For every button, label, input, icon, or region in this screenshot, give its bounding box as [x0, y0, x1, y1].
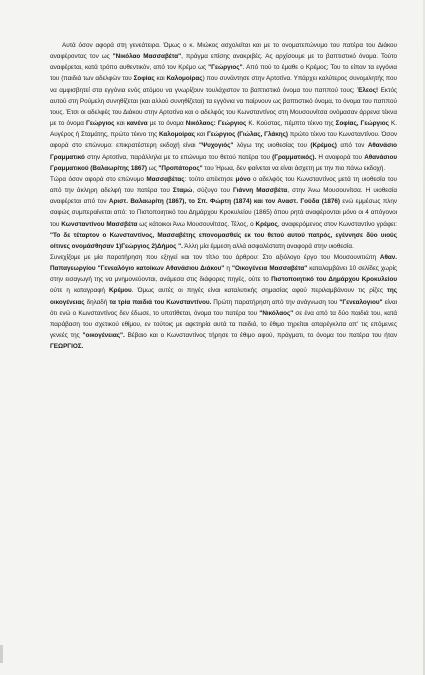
text-run: του Ήρωα, δεν φαίνεται να είναι άσχετη με την πιο πάνω εκδοχή. — [202, 164, 386, 172]
bold-run: Πιστοποιητικό του Δημάρχου Κροκυλείου — [271, 276, 397, 284]
text-run: . Όμως αυτές οι πηγές είναι καταλυτικής σημασίας αφού περιλαμβάνουν τις ρίζες — [131, 287, 388, 295]
text-run: και — [195, 131, 207, 139]
paragraph-3 — [50, 252, 397, 352]
bold-run: Σταμώ — [172, 187, 193, 195]
text-run: ) που συνάντησε στην Αρτοτίνα. Υπάρχει καλύτερος συνομιλητής που να αμφισβητεί στα εγγόνια ενός ατόμου να γνωρίζουν τουλάχιστον το βαπτιστικό όνομα του παππού τους; — [50, 75, 397, 94]
text-run: ως — [146, 164, 159, 172]
text-run: στην Αρτοτίνα, παράλληλα με το επώνυμο του θετού πατέρα του — [84, 153, 273, 161]
bold-run: Σοφίας — [133, 75, 155, 83]
text-run: σε ένα από τα δύο παιδιά του, κατά παράβαση του σχετικού εθίμου, εν τούτοις με αφετηρία αυτά τα παιδιά, το έθιμο τηρείται απαρέγκλιτα απ' τις επόμενες γενεές της — [50, 309, 397, 340]
text-run: , πράγμα επίσης ανακριβές. Ας αρχίσουμε με το βαπτιστικό όνομα. Τούτο αναφέρεται, κατά τρόπο αυθεντικόν, από τον Κρέμο ως — [50, 53, 397, 72]
text-run: ο αδελφός του Κωνσταντίνος μετά τη υιοθεσία του από την άκληρη αδελφή του πατέρα του — [50, 175, 397, 195]
text-run: η — [224, 265, 232, 273]
bold-run: της οικογένειας — [50, 287, 397, 306]
text-run: Τώρα όσον αφορά στο επώνυμο — [50, 175, 147, 183]
bold-run: "Γενεαλογιου" — [339, 298, 383, 306]
text-run: Η αναφορά του — [316, 153, 365, 161]
text-run: ενώ εμμέσως πλην σαφώς συμπεραίνεται από: το Πιστοποιητικό του Δημάρχου Κροκυλείου (1865) όπου ρητά αναφέρονται μόνο οι 4 απόγονοι του — [50, 198, 397, 228]
text-run: Κ. Αυγέρος ή Σταμάτης, πρώτο τέκνο της — [50, 120, 397, 139]
bold-run: "οικογένειας". — [82, 332, 125, 340]
text-run: πρώτο τέκνο του Κωνσταντίνου. Όσον αφορά στο επώνυμο: επικρατέστερη εκδοχή είναι — [50, 131, 397, 150]
bold-run: Αθανάσιο Γραμματικό — [50, 142, 397, 161]
bold-run: "Το δε τέταρτον ο Κωνσταντίνος, Μασσαβέτης επονομασθείς εκ του θετού αυτού πατρός, εγέννησε δύο υιούς οίτινες ονομάσθησαν 1)Γεώργιος 2)Δήμος ". — [50, 231, 397, 250]
bold-run: Γιάννη Μασσβέτα — [233, 187, 288, 195]
bold-run: Σοφίας, Γεώργιος — [335, 120, 389, 128]
text-run: λόγω της υιοθεσίας του — [233, 142, 311, 150]
text-run: Εκτός αυτού στη Ρούμελη συνηθίζεται (και αλλού συνηθίζεται) τα εγγόνια να παίρνουν ως βαπτιστικό όνομα, το όνομα του παππού τους. Έτσι οι αδελφές του Διάκου στην Αρτοτίνα και ο αδελφός του Κωνσταντίνος στη Μουσουνίτσα ονόμασαν άρρενα τέκνα με το όνομα — [50, 86, 397, 128]
bold-run: "Νικόλαο Μασσαβέτα" — [112, 53, 182, 61]
bold-run: Κρέμος — [255, 220, 278, 228]
bold-run: "Γεώργιος" — [208, 64, 243, 72]
bold-run: ΓΕΩΡΓΙΟΣ. — [50, 343, 84, 351]
bold-run: (Γραμματικός). — [272, 153, 317, 161]
text-run: Βέβαιο και ο Κωνσταντίνος τήρησε το έθιμο αφού, πράγματι, το όνομα του πατέρα του ήταν — [124, 332, 397, 340]
bold-run: Έλεος! — [357, 86, 379, 94]
bold-run: Αθανάσιου Γραμματικού (Βαλαωρίτης 1867) — [50, 153, 398, 172]
article-body — [50, 40, 397, 352]
bold-run: Καλομοίρας — [158, 131, 196, 139]
scan-margin-mark — [0, 645, 3, 663]
bold-run: "Νικόλαος" — [259, 309, 294, 317]
text-run: , αναφερόμενος στον Κωνσταντίνο γράφει: — [277, 220, 397, 228]
bold-run: "Ψυχογιός" — [199, 142, 234, 150]
bold-run: Μασσαβέτας — [146, 175, 185, 183]
text-run: ούτε η καταγραφή — [50, 287, 109, 295]
text-run: Αυτά όσον αφορά στη γενεάτειρα. Όμως ο κ. Μιώκος ασχολείται και με το ονοματεπώνυμο του πατέρα του Διάκου αναφέροντας τον ως — [50, 42, 397, 61]
bold-run: Αθαν. Παπαγεωργίου "Γενεαλόγιο κατοίκων Αθανάσιου Διάκου" — [50, 253, 397, 273]
bold-run: Αριστ. Βαλαωρίτη (1867), το Σπ. Φώρτη (1874) και τον Αναστ. Γούδα (1876) — [108, 198, 341, 206]
bold-run: Κωνσταντίνου Μασσβέτα — [61, 220, 138, 228]
text-run: δηλαδή — [84, 298, 110, 306]
text-run: , στην Άνω Μουσουνίτσα. Η υιοθεσία αναφέρεται από τον — [50, 187, 397, 206]
bold-run: "Προπάτορος" — [158, 164, 203, 172]
text-run: με το όνομα — [147, 120, 186, 128]
bold-run: (Κρέμος) — [310, 142, 337, 150]
text-run: : τούτο απέκτησε — [184, 175, 236, 183]
text-run: και — [154, 75, 167, 83]
text-run: Άλλη μία έμμεση αλλά ασφαλέστατη αναφορά στην υιοθεσία. — [182, 242, 354, 250]
text-run: Συνεχίζομε με μία παρατήρηση που εξηγεί και τον τίτλο του άρθρου: Στο αξιόλογο έργο του Μουσουνιτιώτη — [50, 253, 380, 261]
bold-run: Καλομοίρας — [166, 75, 203, 83]
bold-run: Νικόλαος: Γεώργιος — [185, 120, 247, 128]
text-run: . Από πού το έμαθε ο Κρέμος; Του το είπαν τα εγγόνια του (παιδιά των αδελφών του — [50, 64, 397, 83]
text-run: και — [114, 120, 127, 128]
text-run: Κ. Κούστας, πέμπτο τέκνο της — [246, 120, 336, 128]
bold-run: "Οικογένεια Μασσαβέτα" — [231, 265, 308, 273]
text-run: , σύζυγο του — [192, 187, 234, 195]
bold-run: τα τρία παιδιά του Κωνσταντίνου. — [109, 298, 212, 306]
text-run: ως κάτοικοι Άνω Μουσουνίτσας. Τέλος, ο — [137, 220, 256, 228]
bold-run: κανένα — [126, 120, 148, 128]
bold-run: μόνο — [235, 175, 251, 183]
text-run: είναι ότι ενώ ο Κωνσταντίνος δεν έδωσε, το υποτίθεται, όνομα του πατέρα του — [50, 298, 397, 317]
bold-run: Γεώργιος — [86, 120, 115, 128]
text-run: από τον — [336, 142, 368, 150]
paragraph-1 — [50, 40, 397, 174]
text-run: Πρώτη παρατήρηση από την ανάγνωση του — [211, 298, 340, 306]
text-run: καταλαμβάνει 10 σελίδες χωρίς στην εισαγωγή της να μνημονεύονται, ανάμεσα στις διάφορες πηγές, ούτε το — [50, 265, 397, 284]
bold-run: Γεώργιος (Γιώλας, Γλάκης) — [206, 131, 289, 139]
bold-run: Κρέμου — [108, 287, 132, 295]
paragraph-2 — [50, 174, 397, 252]
